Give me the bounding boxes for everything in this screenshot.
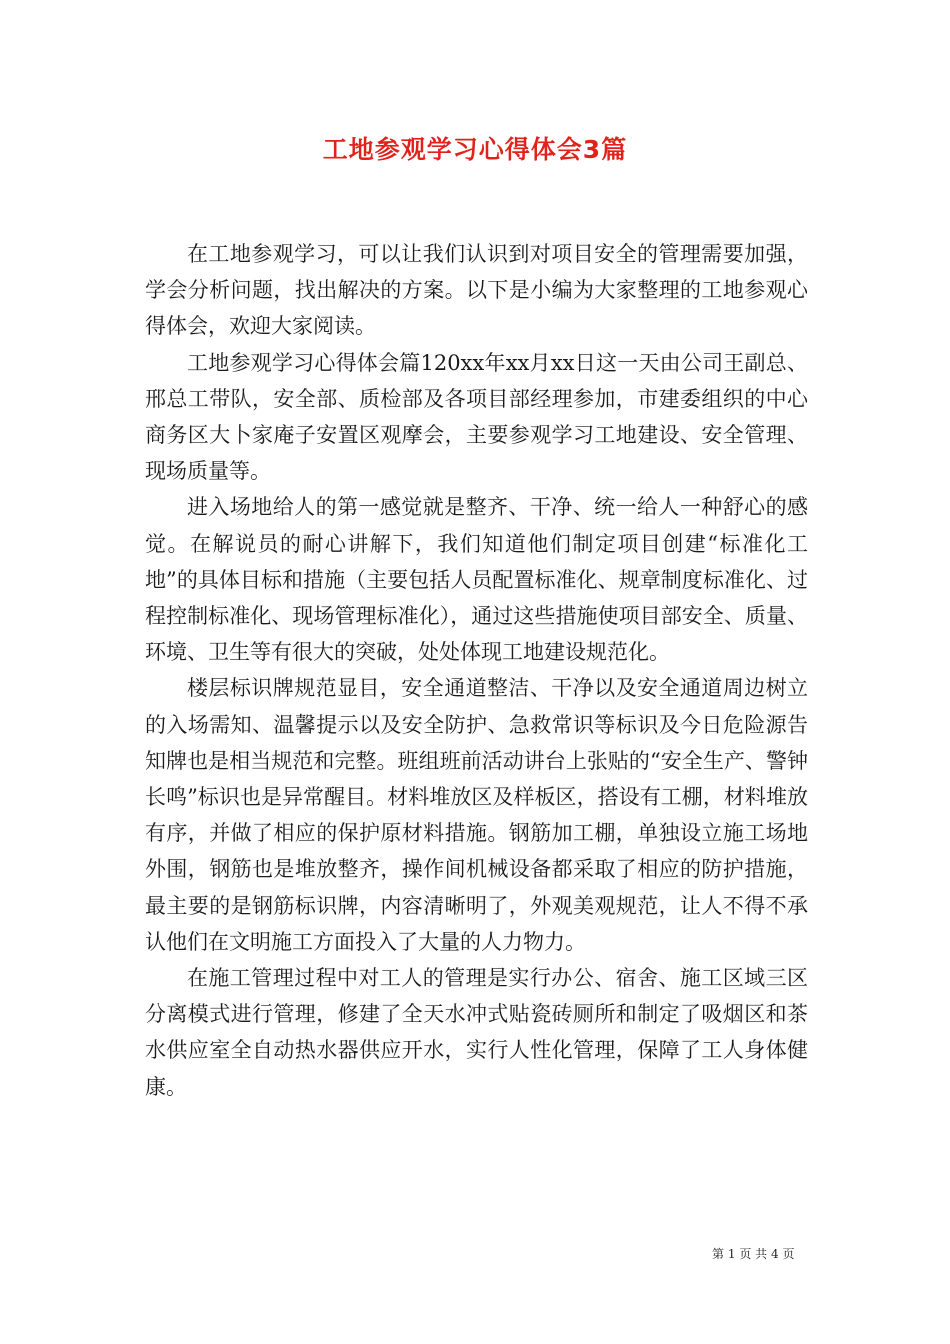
footer-middle: 页 共 <box>739 1247 768 1261</box>
footer-current-page: 1 <box>727 1247 736 1261</box>
document-body <box>145 236 808 1105</box>
paragraph-signage: 楼层标识牌规范显目，安全通道整洁、干净以及安全通道周边树立的入场需知、温馨提示以及安全防护、急救常识等标识及今日危险源告知牌也是相当规范和完整。班组班前活动讲台上张贴的“安全生产、警钟长鸣”标识也是异常醒目。材料堆放区及样板区，搭设有工棚，材料堆放有序，并做了相应的保护原材料措施。钢筋加工棚，单独设立施工场地外围，钢筋也是堆放整齐，操作间机械设备都采取了相应的防护措施，最主要的是钢筋标识牌，内容清晰明了，外观美观规范，让人不得不承认他们在文明施工方面投入了大量的人力物力。 <box>145 676 808 954</box>
footer-prefix: 第 <box>712 1247 725 1261</box>
paragraph-worker-management: 在施工管理过程中对工人的管理是实行办公、宿舍、施工区域三区分离模式进行管理，修建了全天水冲式贴瓷砖厕所和制定了吸烟区和茶水供应室全自动热水器供应开水，实行人性化管理，保障了工人身体健康。 <box>145 966 808 1099</box>
footer-total-pages: 4 <box>770 1247 779 1261</box>
page-title: 工地参观学习心得体会3篇 <box>322 135 628 164</box>
page-footer <box>712 1245 794 1262</box>
paragraph-intro: 在工地参观学习，可以让我们认识到对项目安全的管理需要加强，学会分析问题，找出解决的方案。以下是小编为大家整理的工地参观心得体会，欢迎大家阅读。 <box>145 242 808 339</box>
footer-suffix: 页 <box>782 1247 795 1261</box>
paragraph-first-impression: 进入场地给人的第一感觉就是整齐、干净、统一给人一种舒心的感觉。在解说员的耐心讲解下，我们知道他们制定项目创建“标准化工地”的具体目标和措施（主要包括人员配置标准化、规章制度标准化、过程控制标准化、现场管理标准化），通过这些措施使项目部安全、质量、环境、卫生等有很大的突破，处处体现工地建设规范化。 <box>145 495 808 665</box>
paragraph-visit-overview: 工地参观学习心得体会篇120xx年xx月xx日这一天由公司王副总、邢总工带队，安全部、质检部及各项目部经理参加，市建委组织的中心商务区大卜家庵子安置区观摩会，主要参观学习工地建设、安全管理、现场质量等。 <box>145 350 808 484</box>
